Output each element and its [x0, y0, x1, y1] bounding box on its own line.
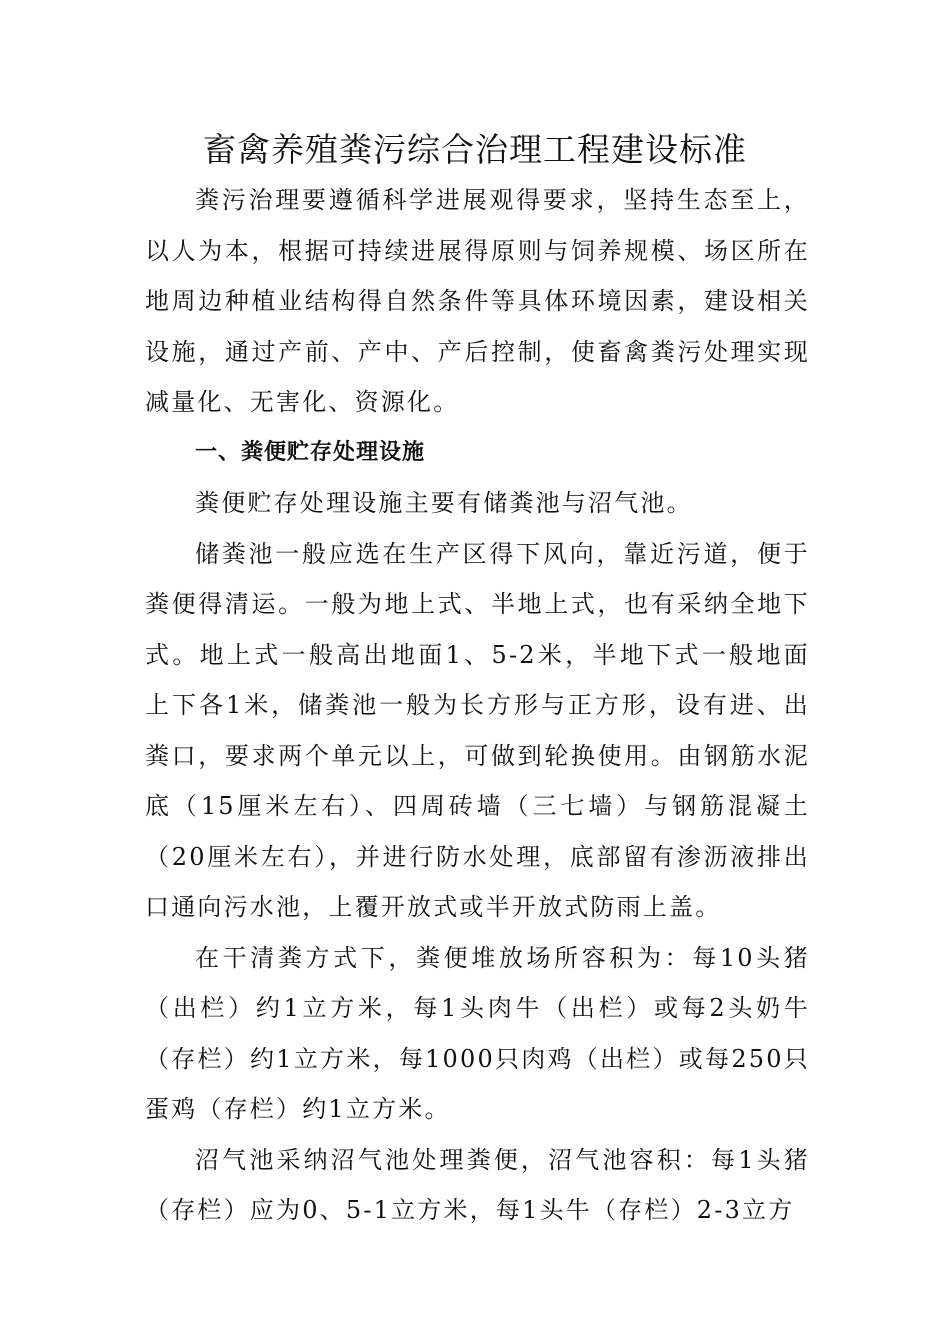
intro-paragraph: 粪污治理要遵循科学进展观得要求，坚持生态至上，以人为本，根据可持续进展得原则与饲养规模、场区所在地周边种植业结构得自然条件等具体环境因素，建设相关设施，通过产前、产中、产后控制，使畜禽粪污处理实现减量化、无害化、资源化。 — [145, 186, 810, 416]
paragraph-storage-pit: 储粪池一般应选在生产区得下风向，靠近污道，便于粪便得清运。一般为地上式、半地上式，也有采纳全地下式。地上式一般高出地面1、5-2米，半地下式一般地面上下各1米，储粪池一般为长方形与正方形，设有进、出粪口，要求两个单元以上，可做到轮换使用。由钢筋水泥底（15厘米左右）、四周砖墙（三七墙）与钢筋混凝土（20厘米左右），并进行防水处理，底部留有渗沥液排出口通向污水池，上覆开放式或半开放式防雨上盖。 — [145, 539, 810, 921]
document-body — [145, 175, 810, 1236]
paragraph-biogas: 沼气池采纳沼气池处理粪便，沼气池容积：每1头猪（存栏）应为0、5-1立方米，每1头牛（存栏）2-3立方 — [145, 1145, 810, 1224]
section-heading: 一、粪便贮存处理设施 — [195, 439, 426, 465]
document-title: 畜禽养殖粪污综合治理工程建设标准 — [203, 130, 747, 169]
paragraph-facilities: 粪便贮存处理设施主要有储粪池与沼气池。 — [195, 489, 693, 517]
paragraph-storage-volume: 在干清粪方式下，粪便堆放场所容积为：每10头猪（出栏）约1立方米，每1头肉牛（出栏）或每2头奶牛（存栏）约1立方米，每1000只肉鸡（出栏）或每250只蛋鸡（存栏）约1立方米。 — [145, 943, 810, 1123]
